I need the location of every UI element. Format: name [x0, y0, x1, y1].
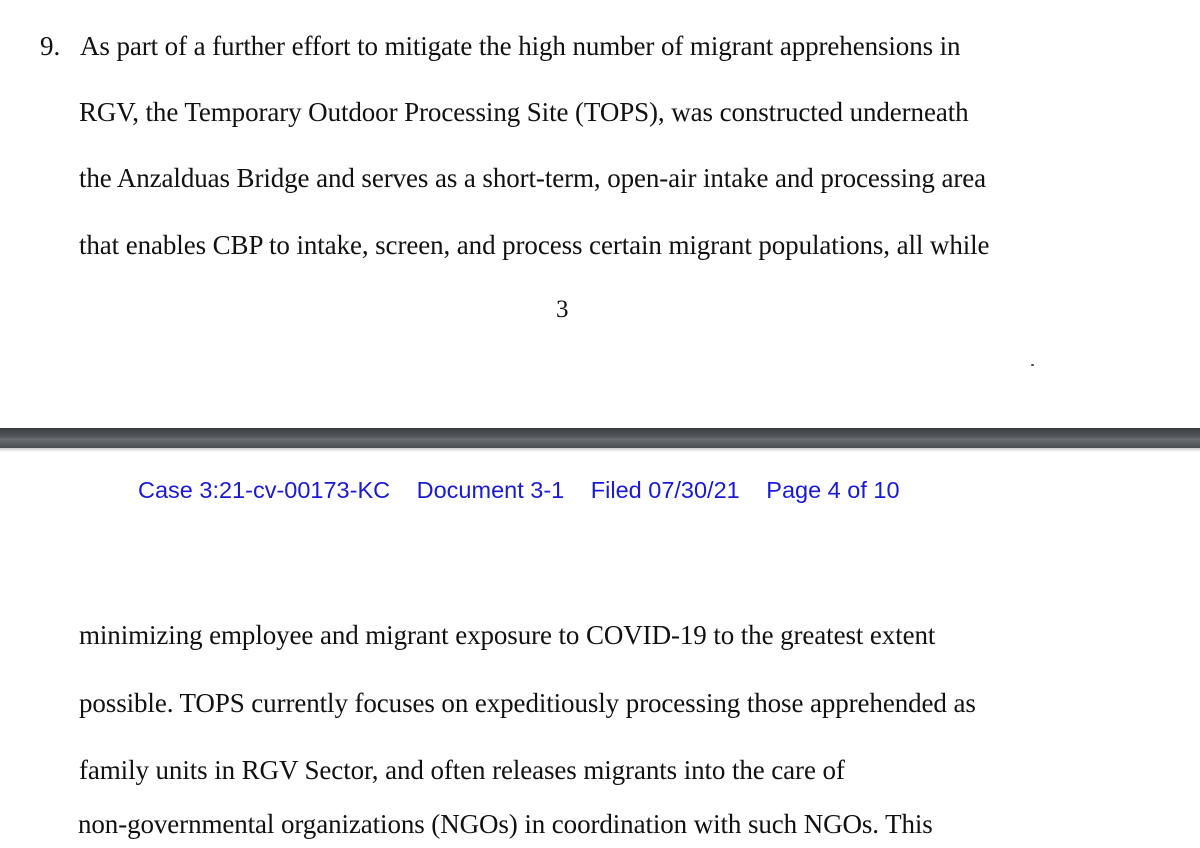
filed-date: Filed 07/30/21	[590, 477, 740, 503]
text-line: As part of a further effort to mitigate the high number of migrant apprehensions in	[80, 31, 961, 61]
text-line: RGV, the Temporary Outdoor Processing Site (TOPS), was constructed underneath	[79, 97, 969, 127]
partial-text-line	[78, 808, 1200, 848]
text-line: minimizing employee and migrant exposure to COVID-19 to the greatest extent	[79, 620, 936, 650]
paragraph-number: 9.	[40, 31, 61, 61]
case-header	[138, 476, 900, 504]
document-number: Document 3-1	[416, 477, 565, 503]
text-line: possible. TOPS currently focuses on expeditiously processing those apprehended as	[79, 688, 976, 718]
scan-speck	[1031, 364, 1034, 366]
text-line: family units in RGV Sector, and often releases migrants into the care of	[79, 755, 845, 785]
page-indicator: Page 4 of 10	[766, 477, 900, 503]
page-number: 3	[556, 296, 569, 323]
page-divider	[0, 428, 1200, 448]
text-line: the Anzalduas Bridge and serves as a short-term, open-air intake and processing area	[79, 163, 987, 193]
case-number: Case 3:21-cv-00173-KC	[138, 477, 391, 503]
text-line: non-governmental organizations (NGOs) in coordination with such NGOs. This	[78, 809, 933, 839]
text-line: that enables CBP to intake, screen, and process certain migrant populations, all while	[79, 230, 990, 260]
page-divider-shadow	[0, 448, 1200, 452]
